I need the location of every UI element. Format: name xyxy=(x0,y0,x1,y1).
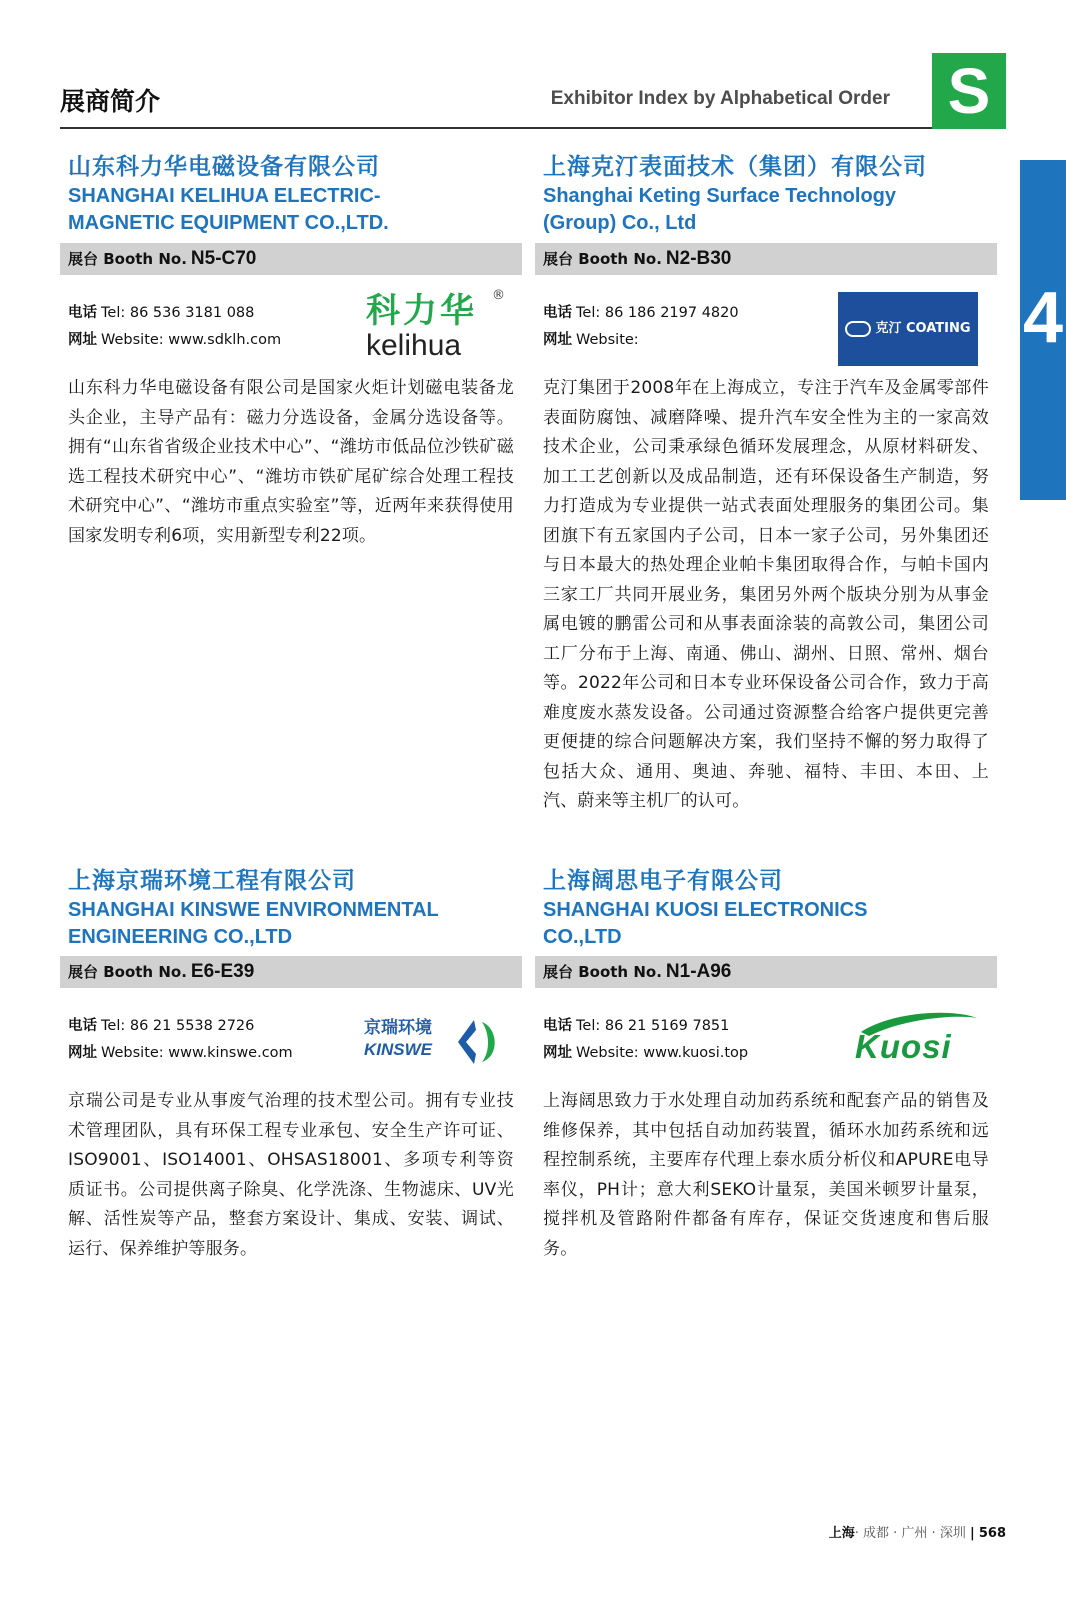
website-link[interactable]: www.sdklh.com xyxy=(168,332,282,348)
website-link[interactable]: www.kuosi.top xyxy=(643,1045,749,1061)
booth-label: 展台 Booth No. xyxy=(68,963,187,981)
company-description: 京瑞公司是专业从事废气治理的技术型公司。拥有专业技术管理团队，具有环保工程专业承包、安全生产许可证、ISO9001、ISO14001、OHSAS18001、多项专利等资质证书。公司提供离子除臭、化学洗涤、生物滤床、UV光解、活性炭等产品，整套方案设计、集成、安装、调试、运行、保养维护等服务。 xyxy=(68,1091,514,1259)
tel-line: 电话 Tel: 86 21 5169 7851 xyxy=(543,1018,730,1034)
kelihua-logo: 科力华 ® kelihua xyxy=(366,288,505,362)
footer-cities: · 成都 · 广州 · 深圳 xyxy=(854,1526,966,1541)
booth-bar xyxy=(535,243,997,275)
website-line: 网址 Website: xyxy=(543,332,639,348)
keting-emblem-icon xyxy=(845,321,871,337)
contact-block xyxy=(68,300,281,354)
footer-separator: | xyxy=(969,1526,975,1541)
exhibitor-card-kinswe xyxy=(60,866,522,1286)
company-name-cn: 上海京瑞环境工程有限公司 xyxy=(68,868,356,894)
company-name-cn: 上海阔思电子有限公司 xyxy=(543,868,783,894)
company-description: 山东科力华电磁设备有限公司是国家火炬计划磁电装备龙头企业，主导产品有：磁力分选设备，金属分选设备等。拥有“山东省省级企业技术中心”、“潍坊市低品位沙铁矿磁选工程技术研究中心”、“潍坊市铁矿尾矿综合处理工程技术研究中心”、“潍坊市重点实验室”等，近两年来获得使用国家发明专利6项，实用新型专利22项。 xyxy=(68,378,514,546)
page-number: 568 xyxy=(978,1526,1006,1541)
keting-coating-logo: 克汀 COATING xyxy=(838,292,978,366)
booth-label: 展台 Booth No. xyxy=(543,963,662,981)
index-subtitle: Exhibitor Index by Alphabetical Order xyxy=(550,88,890,109)
company-name-en-line2: (Group) Co., Ltd xyxy=(543,212,697,234)
tel-value: 86 21 5538 2726 xyxy=(129,1018,255,1034)
exhibitor-card-keting xyxy=(535,152,997,832)
tel-line: 电话 Tel: 86 21 5538 2726 xyxy=(68,1018,255,1034)
website-link[interactable]: www.kinswe.com xyxy=(168,1045,293,1061)
contact-block xyxy=(543,300,739,354)
page-footer xyxy=(829,1522,1006,1541)
company-description: 上海阔思致力于水处理自动加药系统和配套产品的销售及维修保养，其中包括自动加药装置，循环水加药系统和远程控制系统，主要库存代理上泰水质分析仪和APURE电导率仪，PH计；意大利SEKO计量泵，美国米顿罗计量泵，搅拌机及管路附件都备有库存，保证交货速度和售后服务。 xyxy=(543,1091,989,1259)
company-description: 克汀集团于2008年在上海成立，专注于汽车及金属零部件表面防腐蚀、减磨降噪、提升汽车安全性为主的一家高效技术企业，公司秉承绿色循环发展理念，从原材料研发、加工工艺创新以及成品制造，还有环保设备生产制造，努力打造成为专业提供一站式表面处理服务的集团公司。集团旗下有五家国内子公司，日本一家子公司，另外集团还与日本最大的热处理企业帕卡集团取得合作，与帕卡国内三家工厂共同开展业务，集团另外两个版块分别为从事金属电镀的鹏雷公司和从事表面涂装的高敦公司，集团公司工厂分布于上海、南通、佛山、湖州、日照、常州、烟台等。2022年公司和日本专业环保设备公司合作，致力于高难度废水蒸发设备。公司通过资源整合给客户提供更完善更便捷的综合问题解决方案，我们坚持不懈的努力取得了包括大众、通用、奥迪、奔驰、福特、丰田、本田、上汽、蔚来等主机厂的认可。 xyxy=(543,378,989,811)
booth-label: 展台 Booth No. xyxy=(68,250,187,268)
company-name-cn: 山东科力华电磁设备有限公司 xyxy=(68,154,380,180)
header-divider xyxy=(60,127,1006,129)
company-name-en-line1: SHANGHAI KINSWE ENVIRONMENTAL xyxy=(68,899,439,921)
booth-number: N5-C70 xyxy=(190,248,257,269)
contact-block xyxy=(543,1013,748,1067)
booth-number: N1-A96 xyxy=(665,961,732,982)
page-title: 展商简介 xyxy=(60,87,161,116)
tel-value: 86 536 3181 088 xyxy=(129,305,255,321)
booth-bar xyxy=(60,956,522,988)
company-name-en-line1: SHANGHAI KUOSI ELECTRONICS xyxy=(543,899,868,921)
tel-line: 电话 Tel: 86 536 3181 088 xyxy=(68,305,255,321)
exhibitor-card-kuosi xyxy=(535,866,997,1286)
website-line: 网址 Website: www.kuosi.top xyxy=(543,1045,749,1061)
company-name-en-line2: CO.,LTD xyxy=(543,926,622,948)
website-line: 网址 Website: www.kinswe.com xyxy=(68,1045,293,1061)
footer-city-main: 上海 xyxy=(828,1526,855,1541)
company-name-cn: 上海克汀表面技术（集团）有限公司 xyxy=(543,154,927,180)
company-name-en-line1: SHANGHAI KELIHUA ELECTRIC- xyxy=(68,185,381,207)
kinswe-emblem-icon xyxy=(454,1016,502,1068)
booth-number: E6-E39 xyxy=(190,961,255,982)
tel-value: 86 21 5169 7851 xyxy=(604,1018,730,1034)
booth-number: N2-B30 xyxy=(665,248,732,269)
alphabet-letter-badge: S xyxy=(932,53,1006,129)
contact-block xyxy=(68,1013,293,1067)
tel-value: 86 186 2197 4820 xyxy=(604,305,739,321)
company-name-en-line1: Shanghai Keting Surface Technology xyxy=(543,185,897,207)
kuosi-logo: Kuosi xyxy=(851,1008,981,1074)
chapter-side-tab: 4 xyxy=(1020,160,1066,500)
booth-bar xyxy=(535,956,997,988)
company-name-en-line2: ENGINEERING CO.,LTD xyxy=(68,926,293,948)
booth-label: 展台 Booth No. xyxy=(543,250,662,268)
company-name-en-line2: MAGNETIC EQUIPMENT CO.,LTD. xyxy=(68,212,389,234)
booth-bar xyxy=(60,243,522,275)
exhibitor-card-kelihua xyxy=(60,152,522,572)
tel-line: 电话 Tel: 86 186 2197 4820 xyxy=(543,305,739,321)
website-line: 网址 Website: www.sdklh.com xyxy=(68,332,282,348)
kinswe-logo: 京瑞环境 KINSWE xyxy=(364,1016,514,1072)
